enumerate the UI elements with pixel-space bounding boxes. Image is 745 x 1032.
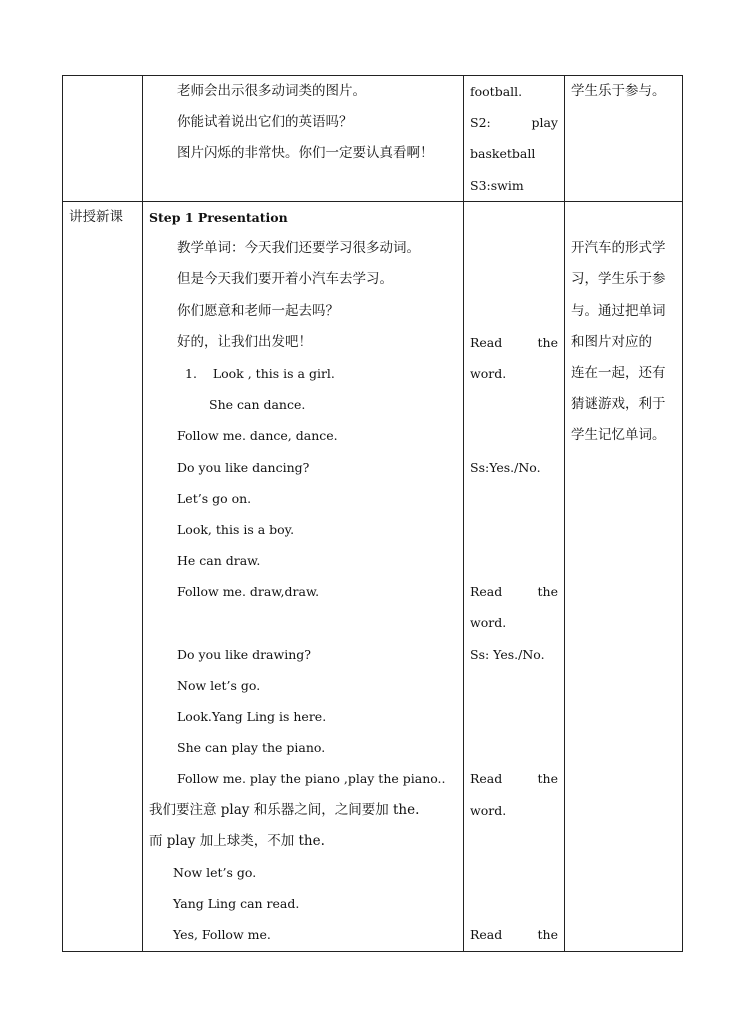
design-note: 学生乐于参与。 [571,83,666,99]
response-line: Read the [470,334,558,350]
design-note-line: 学生记忆单词。 [571,427,666,444]
activity-line: Do you like dancing? [177,459,310,475]
activity-line: 你能试着说出它们的英语吗？ [177,114,353,131]
design-note-line: 开汽车的形式学 [571,240,666,257]
step-heading: Step 1 Presentation [149,210,288,225]
response-line: football. [470,84,523,99]
activity-line: 我们要注意 play 和乐器之间，之间要加 the. [149,801,420,818]
student-activity-cell [464,76,565,202]
activity-line: Now let’s go. [173,864,257,880]
activity-line: Yes, Follow me. [173,927,271,943]
table-row [63,202,683,952]
response-line: Read the [470,771,558,787]
activity-line: 1. Look , this is a girl. [185,365,335,381]
activity-line: Follow me. draw,draw. [177,584,320,600]
activity-line: Look.Yang Ling is here. [177,709,327,724]
activity-line: 你们愿意和老师一起去吗？ [177,302,339,319]
response-line: basketball [470,146,536,162]
activity-line: 但是今天我们要开着小汽车去学习。 [177,271,393,288]
design-note-line: 连在一起，还有 [571,365,666,381]
activity-line: Follow me. dance, dance. [177,428,338,444]
response-line: Read the [470,927,558,943]
activity-line: Yang Ling can read. [173,896,300,912]
lesson-plan-table [62,75,683,952]
activity-line: She can dance. [209,397,306,413]
activity-line: 图片闪烁的非常快。你们一定要认真看啊！ [177,145,434,162]
activity-line: 老师会出示很多动词类的图片。 [177,83,366,99]
table-row [63,76,683,202]
activity-line: Look, this is a boy. [177,521,295,537]
student-activity-cell [464,202,565,952]
activity-line [143,607,463,638]
activity-line: 教学单词：今天我们还要学习很多动词。 [177,240,420,257]
design-note-line: 猜谜游戏，利于 [571,396,666,413]
teacher-activity-cell [143,202,464,952]
activity-line: 而 play 加上球类，不加 the. [149,832,325,849]
activity-line: She can play the piano. [177,740,326,756]
response-line: Read the [470,584,558,600]
response-line: Ss:Yes./No. [470,459,541,475]
stage-label-cell [63,76,143,202]
design-note-line: 与。通过把单词 [571,302,666,319]
design-note-cell [565,202,683,952]
response-line: word. [470,365,507,381]
stage-label-cell [63,202,143,952]
activity-line: Follow me. play the piano ,play the piano.. [177,771,446,787]
stage-label: 讲授新课 [69,209,123,225]
response-line: word. [470,615,507,631]
teacher-activity-cell [143,76,464,202]
response-line: S3:swim [470,177,524,193]
activity-line: Now let’s go. [177,677,261,693]
activity-line: He can draw. [177,553,261,569]
design-note-line: 习，学生乐于参 [571,271,666,288]
response-line: Ss: Yes./No. [470,646,545,662]
response-line: S2: play [470,115,558,131]
activity-line: Let’s go on. [177,490,252,506]
activity-line: Do you like drawing? [177,646,311,662]
activity-line: 好的，让我们出发吧！ [177,333,312,350]
design-note-cell [565,76,683,202]
design-note-line: 和图片对应的 [571,333,652,350]
response-line: word. [470,802,507,818]
